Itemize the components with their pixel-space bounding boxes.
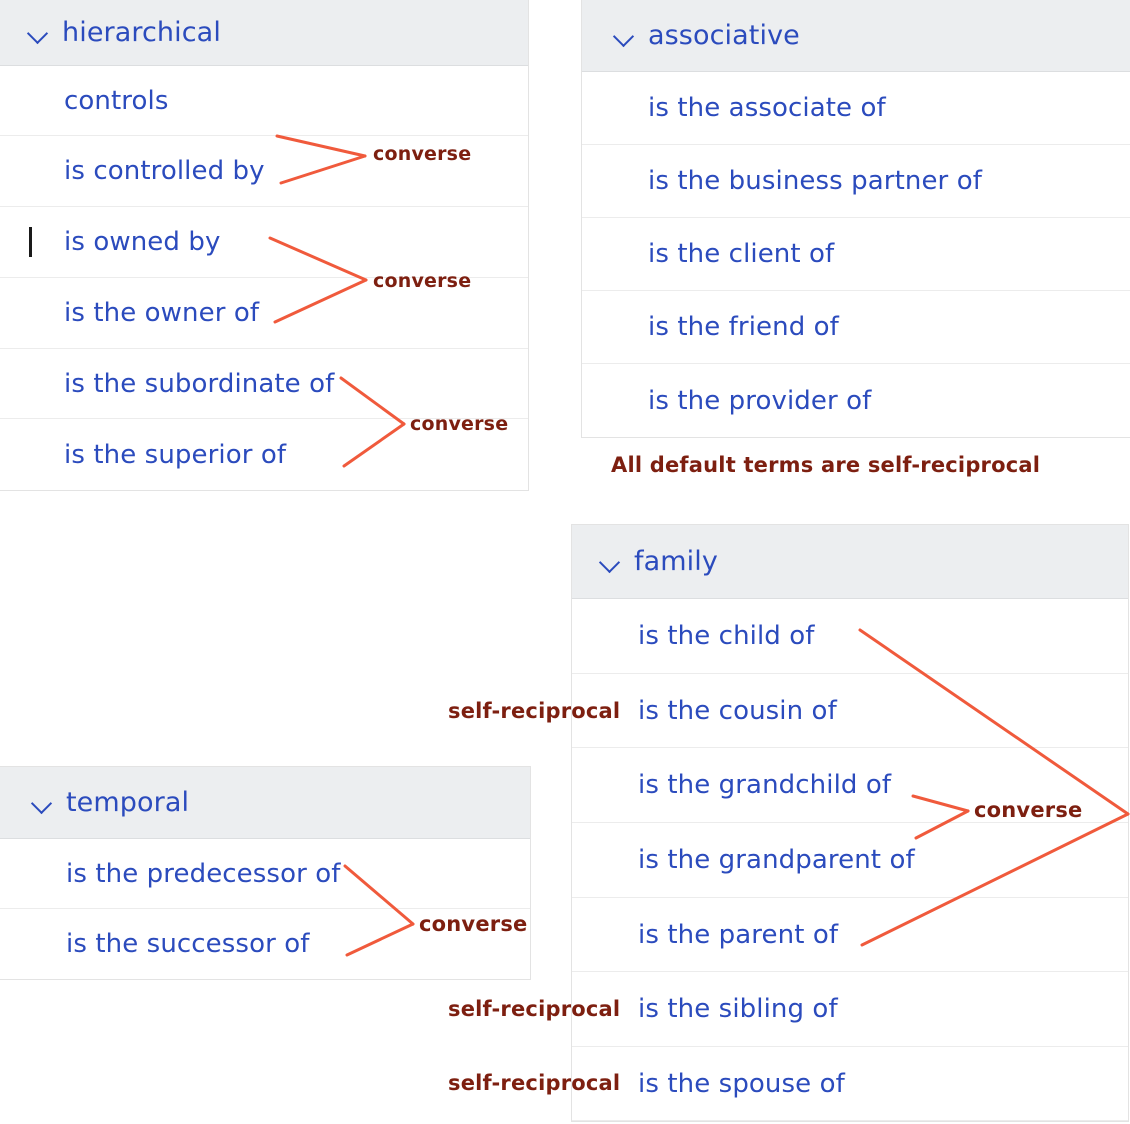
panel-associative <box>581 0 1130 438</box>
list-item[interactable] <box>582 145 1130 218</box>
relation-label: is the associate of <box>648 93 886 123</box>
list-item[interactable] <box>0 66 528 136</box>
annotation-self-reciprocal-sibling: self-reciprocal <box>448 997 621 1021</box>
list-item[interactable] <box>572 972 1128 1047</box>
chevron-down-icon[interactable] <box>24 19 52 47</box>
list-item[interactable] <box>0 207 528 278</box>
chevron-down-icon[interactable] <box>28 789 56 817</box>
relation-label: is controlled by <box>64 156 265 186</box>
annotation-self-reciprocal-spouse: self-reciprocal <box>448 1071 621 1095</box>
relation-label: is the friend of <box>648 312 839 342</box>
panel-title: family <box>634 546 718 577</box>
annotation-converse-3: converse <box>410 413 509 435</box>
panel-header-hierarchical[interactable] <box>0 0 528 66</box>
chevron-down-icon[interactable] <box>610 22 638 50</box>
annotation-converse-temporal: converse <box>419 912 528 936</box>
panel-header-associative[interactable] <box>582 0 1130 72</box>
list-item[interactable] <box>572 674 1128 748</box>
relation-label: is the spouse of <box>638 1068 845 1099</box>
relation-label: is the predecessor of <box>66 858 341 889</box>
panel-title: hierarchical <box>62 17 221 48</box>
panel-title: temporal <box>66 787 190 818</box>
relation-label: is the superior of <box>64 439 287 470</box>
panel-header-temporal[interactable] <box>0 767 530 839</box>
panel-temporal <box>0 766 531 980</box>
annotation-converse-1: converse <box>373 143 472 165</box>
relation-label: is the owner of <box>64 298 260 328</box>
list-item[interactable] <box>0 839 530 909</box>
panel-title: associative <box>648 20 800 51</box>
relation-label: is the provider of <box>648 385 872 416</box>
list-item[interactable] <box>0 349 528 419</box>
relation-label: is the business partner of <box>648 166 982 196</box>
list-item[interactable] <box>582 291 1130 364</box>
relation-label: is the cousin of <box>638 695 837 726</box>
panel-family <box>571 524 1129 1122</box>
relation-label: is the subordinate of <box>64 368 335 399</box>
panel-header-family[interactable] <box>572 525 1128 599</box>
relation-label: controls <box>64 85 169 116</box>
list-item[interactable] <box>572 1047 1128 1121</box>
list-item[interactable] <box>572 823 1128 898</box>
chevron-down-icon[interactable] <box>596 548 624 576</box>
relation-label: is the sibling of <box>638 994 838 1024</box>
list-item[interactable] <box>582 218 1130 291</box>
annotation-associative-note: All default terms are self-reciprocal <box>611 453 1041 477</box>
relation-label: is owned by <box>64 227 221 257</box>
relation-label: is the successor of <box>66 929 310 959</box>
annotation-converse-family: converse <box>974 798 1083 822</box>
relation-label: is the grandparent of <box>638 845 915 875</box>
list-item[interactable] <box>572 898 1128 972</box>
relation-label: is the parent of <box>638 919 839 950</box>
list-item[interactable] <box>572 599 1128 674</box>
relation-label: is the grandchild of <box>638 770 892 800</box>
list-item[interactable] <box>582 364 1130 437</box>
annotation-self-reciprocal-cousin: self-reciprocal <box>448 699 621 723</box>
annotation-converse-2: converse <box>373 270 472 292</box>
relation-label: is the client of <box>648 239 835 269</box>
list-item[interactable] <box>582 72 1130 145</box>
relation-label: is the child of <box>638 621 815 651</box>
